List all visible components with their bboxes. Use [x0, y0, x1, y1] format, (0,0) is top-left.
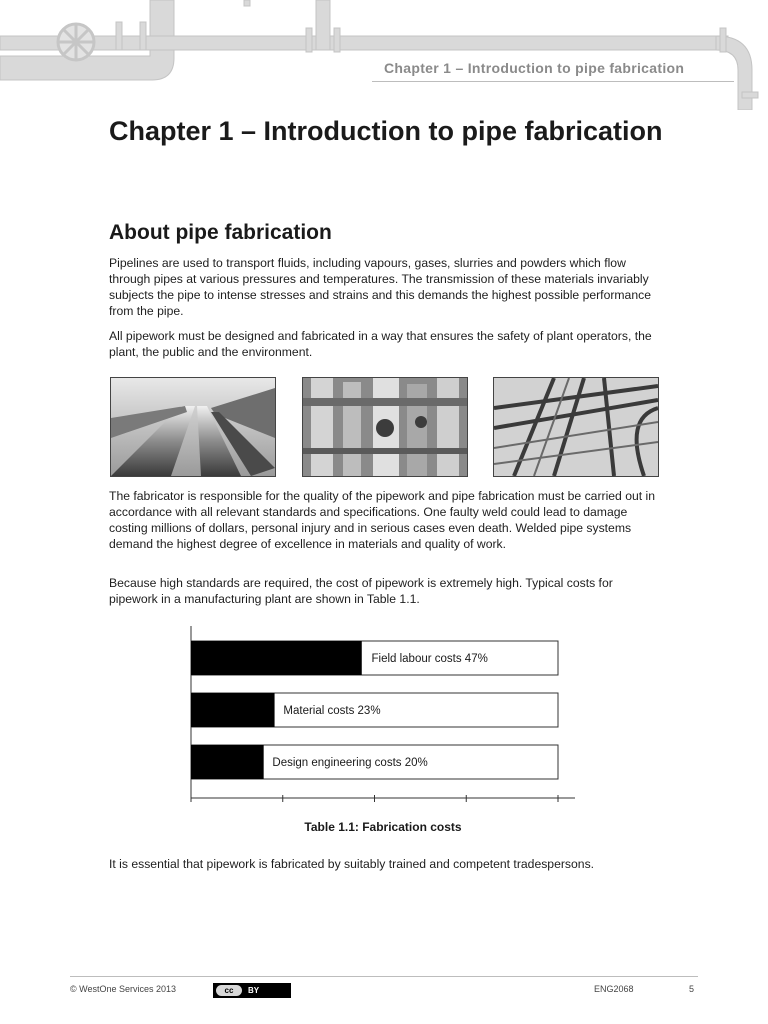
course-code: ENG2068 — [594, 984, 634, 994]
bar-design-engineering-costs — [191, 745, 264, 779]
paragraph-competent: It is essential that pipework is fabricated by suitably trained and competent tradespersons. — [109, 857, 595, 871]
pipe-header-graphic — [0, 0, 768, 110]
plant-pipework-photo — [302, 377, 468, 477]
fabrication-costs-chart — [180, 620, 590, 810]
header-rule — [372, 81, 734, 82]
paragraph-intro: Pipelines are used to transport fluids, including vapours, gases, slurries and powders which flow through pipes at various pressures and temperatures. The transmission of these materials invariably subjects the pipe to intense stresses and strains and this demands the highest possible performance from the pipe. — [109, 256, 651, 318]
running-head: Chapter 1 – Introduction to pipe fabrication — [384, 60, 685, 76]
license-by-label: BY — [248, 986, 260, 995]
bar-field-labour-costs — [191, 641, 362, 675]
copyright-text: © WestOne Services 2013 — [70, 984, 177, 994]
chapter-title: Chapter 1 – Introduction to pipe fabrication — [109, 116, 663, 146]
overhead-pipes-photo — [493, 377, 659, 477]
footer-rule — [70, 976, 698, 977]
paragraph-costs: Because high standards are required, the cost of pipework is extremely high. Typical costs for pipework in a manufacturing plant are shown in Table 1.1. — [109, 576, 613, 606]
paragraph-responsibility: The fabricator is responsible for the quality of the pipework and pipe fabrication must be carried out in accordance with all relevant standards and specifications. One faulty weld could lead to damage costing millions of dollars, personal injury and in serious cases even death. Welded pipe systems demand the highest degree of excellence in materials and quality of work. — [109, 489, 656, 551]
bar-material-costs — [191, 693, 275, 727]
pipeline-photo — [110, 377, 276, 477]
bar-label: Material costs 23% — [283, 705, 381, 717]
page-number: 5 — [689, 984, 695, 994]
paragraph-safety: All pipework must be designed and fabricated in a way that ensures the safety of plant operators, the plant, the public and the environment. — [109, 329, 652, 359]
creative-commons-icon: cc — [216, 985, 242, 996]
bar-label: Field labour costs 47% — [371, 653, 488, 665]
section-title: About pipe fabrication — [109, 221, 332, 244]
chart-caption: Table 1.1: Fabrication costs — [304, 820, 462, 834]
valve-wheel-icon — [58, 24, 94, 60]
cc-by-license-badge — [213, 983, 291, 998]
bar-label: Design engineering costs 20% — [272, 757, 428, 769]
